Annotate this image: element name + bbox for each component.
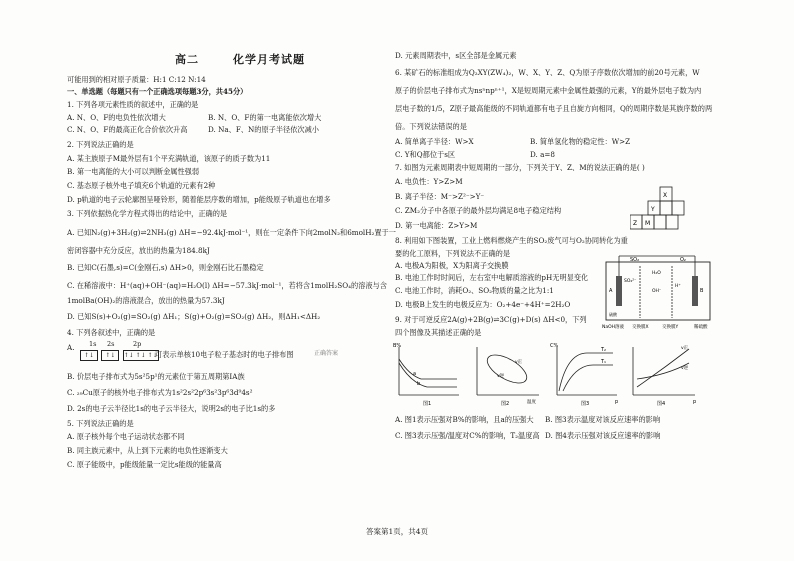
label-h2o: H₂O	[652, 271, 661, 276]
q8-stem-2: 要的化工原料，下列说法不正确的是	[395, 249, 511, 258]
graph-1	[393, 343, 459, 407]
label-hydroxide: OH⁻	[652, 289, 662, 294]
label-sulfuric: 硫酸	[609, 312, 617, 317]
g3-curve-t1	[563, 365, 613, 391]
page-footer: 答案第1页，共4页	[365, 527, 429, 536]
g4-vpos: v正	[681, 346, 689, 351]
q9-stem-2: 四个图像及其描述正确的是	[395, 328, 482, 337]
g4-xlabel: p	[693, 399, 697, 405]
label-proton: H⁺	[675, 284, 681, 289]
orbital-label-1s: 1s	[89, 340, 97, 348]
graph-2	[477, 347, 539, 407]
g1-label-b: b	[417, 381, 421, 387]
g1-curve-b	[399, 363, 457, 387]
label-m: M	[645, 220, 651, 227]
g3-xlabel: p	[615, 399, 619, 405]
q7-option-c: C. ZM₂分子中各原子的最外层均满足8电子稳定结构	[395, 206, 562, 215]
g3-label-t1: T₁	[601, 359, 607, 365]
q2-option-a: A. 某主族原子M最外层有1个平充满轨道，该原子的质子数为11	[67, 154, 271, 163]
graph-4	[633, 344, 696, 407]
q9-option-d: D. 图4表示压强对该反应速率的影响	[545, 431, 661, 440]
q6-stem-1: 6. 某矿石的标准组成为Q₂XY(ZW₄)₂，W、X、Y、Z、Q为原子序数依次增加的前20号元素，W	[395, 68, 700, 77]
label-sulfate: SO₄²⁻	[624, 279, 637, 284]
q6-option-c: C. Y和Q都位于s区	[395, 150, 456, 159]
q5-option-c: C. 原子能级中，p能级能量一定比s能级的能量高	[67, 460, 222, 469]
graph-3	[550, 343, 618, 407]
q8-option-b: B. 电池工作时时间后，左右室中电解质溶液的pH无明显变化	[395, 273, 589, 282]
label-y: Y	[651, 206, 655, 213]
q9-stem-1: 9. 对于可逆反应2A(g)+2B(g)⇌3C(g)+D(s) ΔH<0，下列	[395, 315, 587, 324]
cell-blank-3	[654, 215, 666, 229]
g2-curve	[483, 349, 531, 388]
q7-option-d: D. 第一电离能：Z>Y>M	[395, 221, 478, 230]
g4-vneg: v逆	[681, 366, 689, 371]
q1-option-a: A. N、O、F的电负性依次增大	[67, 113, 166, 122]
q3-option-a: A. 已知N₂(g)+3H₂(g)⇌2NH₃(g) ΔH=−92.4kJ·mol⁻¹，则在一定条件下向2molN₂和6molH₂置于一	[67, 228, 396, 237]
q1-stem: 1. 下列各项元素性质的叙述中，正确的是	[67, 100, 199, 109]
orbital-box-1s: ↑↓	[80, 350, 98, 361]
q4-option-a-label: A.	[67, 343, 75, 352]
g1-label-a: a	[413, 371, 417, 377]
electrolysis-cell-diagram	[600, 252, 720, 332]
label-x: X	[663, 192, 668, 199]
q9-option-a: A. 图1表示压强对B%的影响，且a的压强大	[395, 415, 534, 424]
label-electrode-a: A	[609, 288, 613, 294]
orbital-label-2s: 2s	[107, 340, 115, 348]
q1-option-b: B. N、O、F的第一电离能依次增大	[208, 113, 322, 122]
cell-blank-1	[660, 201, 672, 215]
orbital-label-2p: 2p	[133, 340, 142, 348]
q6-stem-2: 原子的价层电子排布式为nsⁿnpⁿ⁺¹，X是短周期元素中金属性最强的元素，Y的最外层电子数为内	[395, 86, 702, 95]
electrode-b	[692, 276, 698, 306]
q3-option-d: D. 已知S(s)+O₂(g)=SO₂(g) ΔH₁；S(g)+O₂(g)=SO₂(g) ΔH₂，则ΔH₁<ΔH₂	[67, 312, 321, 321]
q4-option-a: 可表示单核10电子粒子基态时的电子排布图	[155, 350, 294, 359]
g1-curve-a	[399, 359, 457, 379]
q4-stem: 4. 下列各叙述中，正确的是	[67, 328, 156, 337]
q4-option-b: B. 价层电子排布式为5s²5p¹的元素位于第五周期第ⅠA族	[67, 372, 245, 381]
cell-blank-4	[666, 215, 678, 229]
q6-stem-3: 层电子数的1/5，Z原子最高能级的不同轨道都有电子且自旋方向相同，Q的周期序数是其族序数的两	[395, 104, 713, 113]
g3-caption: 图3	[581, 401, 590, 407]
q3-option-c-cont: 1molBa(OH)₂的溶液混合，放出的热量为57.3kJ	[67, 296, 225, 305]
q5-option-d: D. 元素周期表中，s区全部是金属元素	[395, 51, 517, 60]
cell-blank-2	[672, 201, 684, 215]
label-so2: SO₂	[630, 257, 640, 263]
q2-option-d: D. p轨道的电子云轮廓图呈哑铃形，随着能层序数的增加，p能级原子轨道也在增多	[67, 195, 331, 204]
q2-stem: 2. 下列说法正确的是	[67, 140, 134, 149]
label-dilute-acid: 稀硫酸	[694, 325, 708, 330]
label-z: Z	[633, 220, 638, 227]
q3-option-b: B. 已知C(石墨,s)=C(金刚石,s) ΔH>0，则金刚石比石墨稳定	[67, 263, 264, 272]
q5-option-b: B. 同主族元素中，从上到下元素的电负性逐渐变大	[67, 446, 228, 455]
q8-option-c: C. 电池工作时，消耗O₂、SO₂物质的量之比为1:1	[395, 286, 554, 295]
label-electrode-b: B	[700, 288, 704, 294]
q8-option-d: D. 电极B上发生的电极反应为：O₂+4e⁻+4H⁺=2H₂O	[395, 300, 571, 309]
page-title: 化学月考试题	[233, 53, 305, 66]
q1-option-c: C. N、O、F的最高正化合价依次升高	[67, 125, 188, 134]
q8-stem-1: 8. 利用如下图装置，工业上燃料燃烧产生的SO₂废气可与O₂协同转化为重	[395, 236, 628, 245]
q6-option-d: D. a=8	[530, 150, 555, 159]
g2-vpos: v正	[515, 360, 523, 365]
q4-option-c: C. ₂₉Cu原子的核外电子排布式为1s²2s²2p⁶3s²3p⁶3d⁹4s²	[67, 388, 253, 397]
q1-option-d: D. Na、F、N的原子半径依次减小	[208, 125, 319, 134]
orbital-box-2s: ↑↓	[101, 350, 119, 361]
g1-caption: 图1	[423, 401, 432, 407]
left-column	[0, 0, 396, 561]
q3-stem: 3. 下列依据热化学方程式得出的结论中，正确的是	[67, 209, 228, 218]
title-grade: 高二	[175, 53, 199, 66]
q9-option-b: B. 图3表示温度对该反应速率的影响	[545, 415, 661, 424]
q7-option-b: B. 离子半径：M⁻>Z²⁻>Y⁻	[395, 192, 485, 201]
q3-option-a-cont: 密闭容器中充分反应，放出的热量为184.8kJ	[67, 246, 210, 255]
q6-option-a: A. 简单离子半径：W>X	[395, 137, 474, 146]
g3-label-t2: T₂	[601, 347, 607, 353]
q7-option-a: A. 电负性：Y>Z>M	[395, 177, 463, 186]
section-heading: 一、单选题（每题只有一个正确选项每题3分，共45分）	[67, 87, 248, 96]
q3-option-c: C. 在稀溶液中：H⁺(aq)+OH⁻(aq)=H₂O(l) ΔH=−57.3kJ·mol⁻¹，若将含1molH₂SO₄的溶液与含	[67, 281, 387, 290]
stamp-mark: 正确答案	[314, 350, 339, 357]
q9-option-c: C. 图3表示压强/温度对C%的影响，T₂温度高	[395, 431, 540, 440]
electrode-a	[616, 276, 622, 306]
q8-option-a: A. 电极A为阳极，X为阳离子交换膜	[395, 261, 509, 270]
label-membrane-y: 交换膜Y	[662, 325, 679, 330]
g4-caption: 图4	[657, 401, 666, 407]
q7-stem: 7. 如图为元素周期表中短周期的一部分，下列关于Y、Z、M的说法正确的是( )	[395, 163, 645, 172]
q2-option-b: B. 第一电离能的大小可以判断金属性强弱	[67, 167, 200, 176]
g2-vneg: v逆	[497, 374, 505, 379]
g2-xlabel: 温度	[527, 400, 536, 405]
label-membrane-x: 交换膜X	[632, 325, 649, 330]
q9-graphs	[387, 339, 707, 409]
g2-caption: 图2	[501, 401, 510, 407]
q5-stem: 5. 下列说法正确的是	[67, 419, 134, 428]
right-column	[395, 0, 775, 561]
atomic-mass-note: 可能用到的相对原子质量：H:1 C:12 N:14	[67, 75, 206, 84]
q6-stem-4: 倍。下列说法错误的是	[395, 122, 467, 131]
q4-option-d: D. 2s的电子云半径比1s的电子云半径大，说明2s的电子比1s的多	[67, 404, 276, 413]
orbital-boxes	[80, 350, 160, 361]
q2-option-c: C. 基态原子核外电子填充6个轨道的元素有2种	[67, 181, 216, 190]
q6-option-b: B. 简单氢化物的稳定性：W>Z	[530, 137, 631, 146]
g1-ylabel: B%	[393, 343, 402, 349]
periodic-table-fragment	[630, 186, 690, 246]
label-naoh: NaOH溶液	[602, 325, 625, 330]
orbital-box-2p: ↑↓ ↑↓ ↑↓	[123, 352, 158, 359]
g3-ylabel: C%	[550, 343, 559, 349]
q5-option-a: A. 原子核外每个电子运动状态都不同	[67, 432, 185, 441]
label-o2: O₂	[680, 257, 686, 263]
